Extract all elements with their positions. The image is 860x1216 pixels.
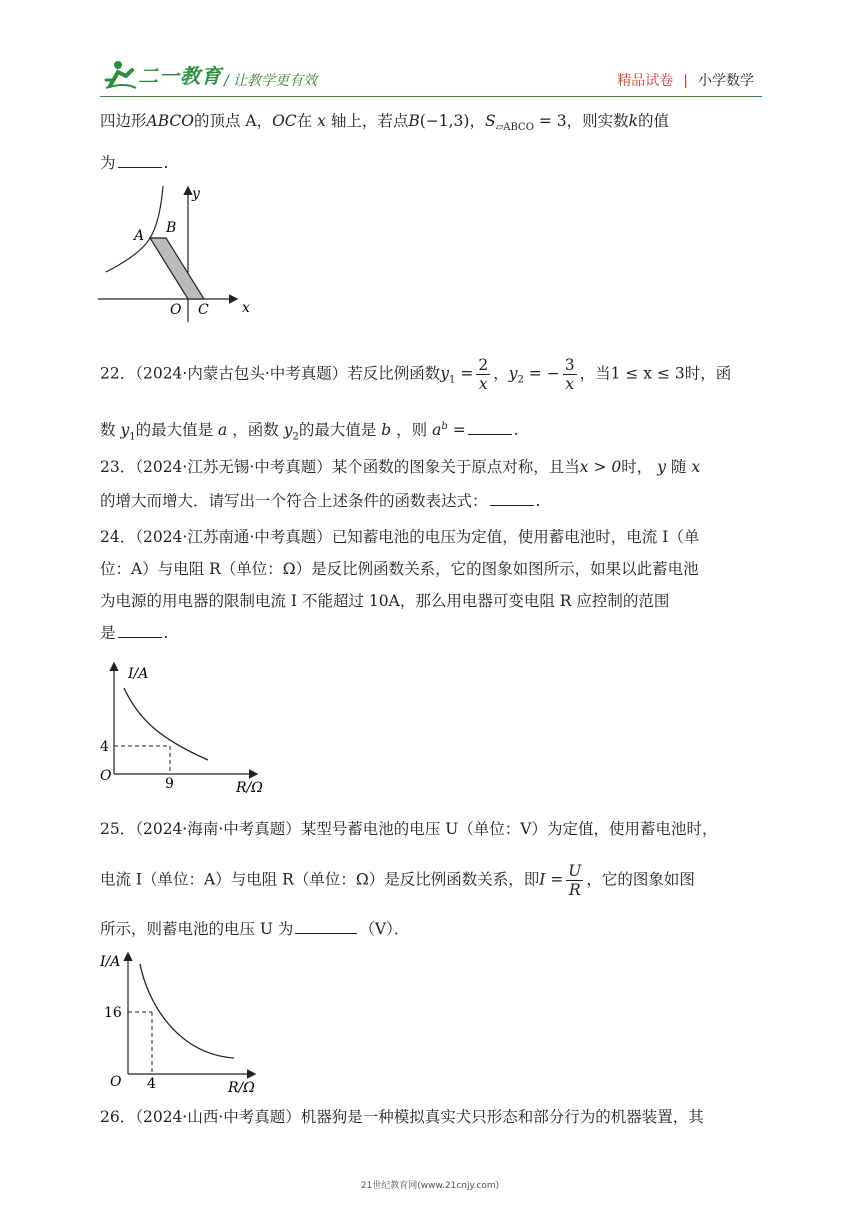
answer-blank[interactable] bbox=[295, 932, 357, 934]
q24-line1: 24．（2024·江苏南通·中考真题）已知蓄电池的电压为定值，使用蓄电池时，电流 I（单 bbox=[100, 528, 700, 546]
label-c: C bbox=[198, 302, 209, 318]
header-category bbox=[617, 70, 754, 90]
y-axis-label: I/A bbox=[128, 666, 149, 682]
y-axis-label: I/A bbox=[100, 954, 121, 970]
category-label: 精品试卷 bbox=[617, 73, 674, 89]
category-separator: | bbox=[683, 73, 688, 89]
q22-line2: 数 $y_1$的最大值是 a ，函数 $y_2$的最大值是 b ，则 $a^b$ = . bbox=[100, 421, 519, 443]
page-footer: 21世纪教育网(www.21cnjy.com) bbox=[360, 1181, 500, 1191]
label-b: B bbox=[166, 220, 177, 236]
label-a: A bbox=[134, 228, 145, 244]
q26-line1: 26．（2024·山西·中考真题）机器狗是一种模拟真实犬只形态和部分行为的机器装置，其 bbox=[100, 1108, 704, 1126]
q22-line1: 22．（2024·内蒙古包头·中考真题）若反比例函数$y_1$ = $\frac{2}{x}$ ，$y_2$ = − $\frac{3}{x}$ ，当1 ≤ x ≤ 3时，函 bbox=[100, 356, 732, 393]
q24-line2: 位：A）与电阻 R（单位：Ω）是反比例函数关系，它的图象如图所示，如果以此蓄电池 bbox=[100, 560, 699, 578]
header-divider bbox=[100, 96, 762, 97]
label-y: y bbox=[192, 186, 200, 202]
figure-current-resistance-1 bbox=[98, 656, 288, 798]
q25-line3: 所示，则蓄电池的电压 U 为 （V）． bbox=[100, 920, 410, 938]
origin-label: O bbox=[110, 1074, 122, 1090]
q21-line1: 四边形ABCO的顶点 A，OC在 x 轴上，若点B(−1,3)，$S_{▱ABCO} = 3$，则实数k的值 bbox=[100, 112, 670, 134]
header-slogan: / 让教学更有效 bbox=[224, 73, 318, 89]
inverse-curve bbox=[124, 688, 208, 760]
q24-line3: 为电源的用电器的限制电流 I 不能超过 10A，那么用电器可变电阻 R 应控制的范围 bbox=[100, 592, 670, 610]
x-axis-label: R/Ω bbox=[236, 780, 263, 796]
x-tick-label: 4 bbox=[147, 1076, 156, 1092]
origin-label: O bbox=[100, 768, 112, 784]
subject-label: 小学数学 bbox=[698, 73, 754, 89]
logo-text: 二一教育 bbox=[138, 64, 222, 88]
y-tick-label: 16 bbox=[104, 1005, 122, 1021]
label-o: O bbox=[170, 302, 182, 318]
figure-current-resistance-2 bbox=[98, 946, 278, 1096]
x-axis-label: R/Ω bbox=[228, 1080, 255, 1096]
answer-blank[interactable] bbox=[490, 504, 534, 506]
parallelogram-abco bbox=[150, 238, 204, 299]
y-tick-label: 4 bbox=[100, 739, 109, 755]
inverse-curve bbox=[140, 964, 234, 1058]
answer-blank[interactable] bbox=[468, 433, 512, 435]
q23-line2: 的增大而增大．请写出一个符合上述条件的函数表达式： . bbox=[100, 492, 541, 510]
page-header bbox=[0, 0, 860, 100]
q21-line2: 为 . bbox=[100, 154, 169, 172]
q25-line2: 电流 I（单位：A）与电阻 R（单位：Ω）是反比例函数关系，即I = $\frac{U}{R}$ ，它的图象如图 bbox=[100, 862, 695, 899]
q23-line1: 23．（2024·江苏无锡·中考真题）某个函数的图象关于原点对称，且当x > 0时， y 随 x bbox=[100, 458, 701, 476]
q24-line4: 是 . bbox=[100, 624, 169, 642]
x-tick-label: 9 bbox=[165, 776, 174, 792]
answer-blank[interactable] bbox=[118, 636, 162, 638]
q25-line1: 25．（2024·海南·中考真题）某型号蓄电池的电压 U（单位：V）为定值，使用蓄电池时， bbox=[100, 820, 718, 838]
label-x: x bbox=[242, 300, 250, 316]
answer-blank[interactable] bbox=[118, 166, 162, 168]
figure-parallelogram-hyperbola bbox=[96, 182, 256, 322]
